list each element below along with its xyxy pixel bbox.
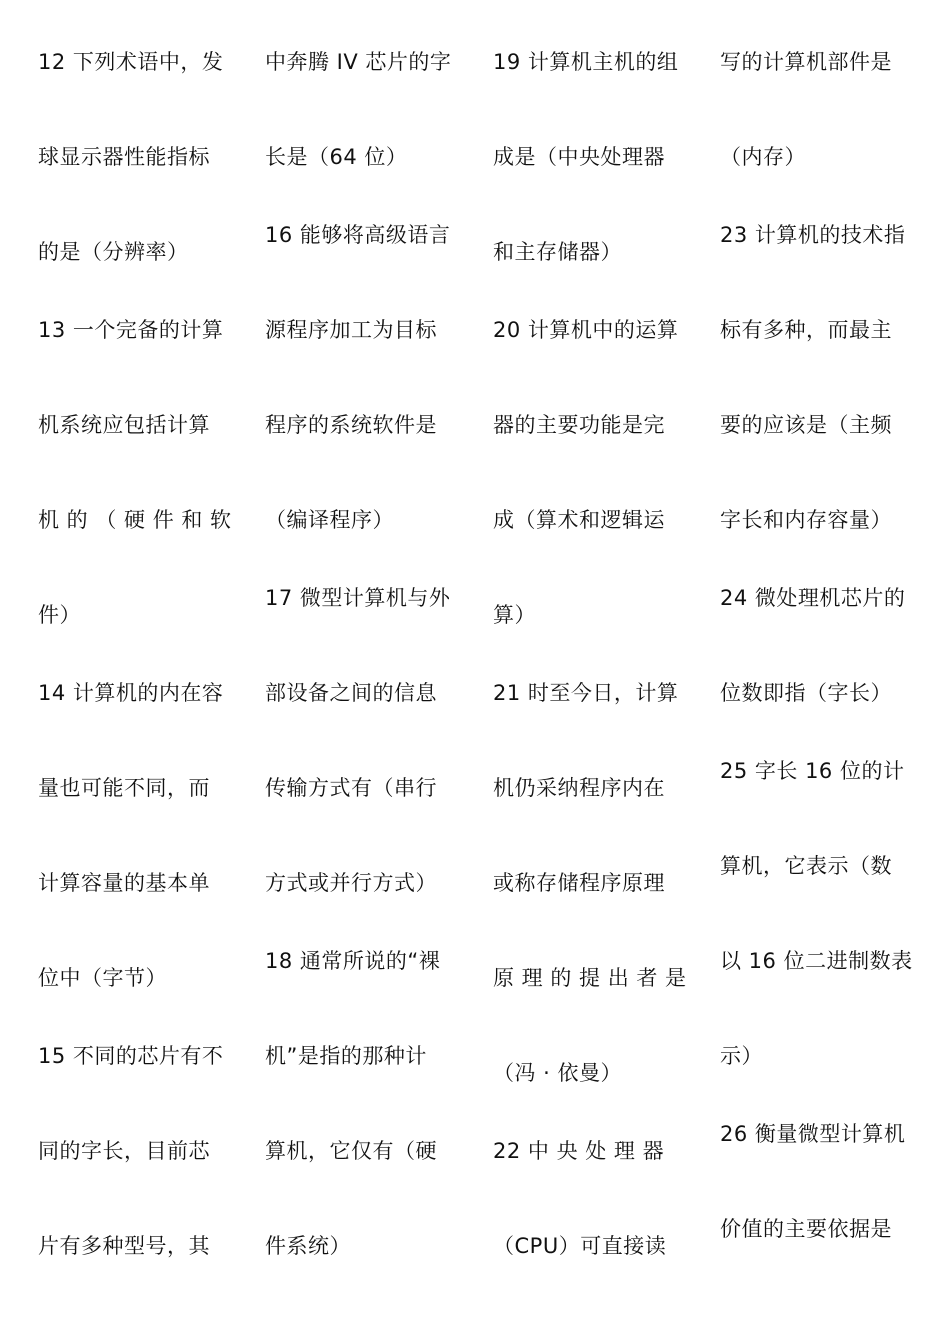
text-line: 机 的 （ 硬 件 和 软: [38, 508, 232, 532]
text-line: 13 一个完备的计算: [38, 318, 224, 342]
text-line: 21 时至今日，计算: [493, 681, 679, 705]
text-line: （冯 · 依曼）: [493, 1061, 623, 1085]
text-line: 机”是指的那种计: [265, 1044, 427, 1068]
text-line: 或称存储程序原理: [493, 871, 665, 895]
text-line: 球显示器性能指标: [38, 145, 210, 169]
text-line: 算机，它仅有（硬: [265, 1139, 437, 1163]
text-line: 17 微型计算机与外: [265, 586, 451, 610]
text-line: 字长和内存容量）: [720, 508, 892, 532]
text-line: 源程序加工为目标: [265, 318, 437, 342]
text-line: 机仍采纳程序内在: [493, 776, 665, 800]
text-line: 成（算术和逻辑运: [493, 508, 665, 532]
text-line: 24 微处理机芯片的: [720, 586, 906, 610]
text-line: 以 16 位二进制数表: [720, 949, 913, 973]
text-line: 18 通常所说的“裸: [265, 949, 441, 973]
text-line: （编译程序）: [265, 508, 394, 532]
text-line: （CPU）可直接读: [493, 1234, 667, 1258]
text-line: 程序的系统软件是: [265, 413, 437, 437]
text-line: （内存）: [720, 145, 806, 169]
text-line: 价值的主要依据是: [720, 1217, 892, 1241]
text-line: 器的主要功能是完: [493, 413, 665, 437]
text-line: 片有多种型号，其: [38, 1234, 210, 1258]
text-line: 中奔腾 IV 芯片的字: [265, 50, 452, 74]
text-line: 原 理 的 提 出 者 是: [493, 966, 687, 990]
text-line: 方式或并行方式）: [265, 871, 437, 895]
text-line: 23 计算机的技术指: [720, 223, 906, 247]
text-line: 位数即指（字长）: [720, 681, 892, 705]
text-line: 25 字长 16 位的计: [720, 759, 905, 783]
text-line: 位中（字节）: [38, 966, 167, 990]
text-line: 算）: [493, 603, 536, 627]
text-line: 成是（中央处理器: [493, 145, 665, 169]
text-line: 件）: [38, 603, 81, 627]
text-line: 件系统）: [265, 1234, 351, 1258]
text-line: 和主存储器）: [493, 240, 622, 264]
text-line: 同的字长，目前芯: [38, 1139, 210, 1163]
text-line: 写的计算机部件是: [720, 50, 892, 74]
text-line: 12 下列术语中，发: [38, 50, 224, 74]
text-line: 算机，它表示（数: [720, 854, 892, 878]
text-line: 16 能够将高级语言: [265, 223, 451, 247]
text-line: 26 衡量微型计算机: [720, 1122, 906, 1146]
text-line: 的是（分辨率）: [38, 240, 189, 264]
text-line: 22 中 央 处 理 器: [493, 1139, 665, 1163]
text-line: 15 不同的芯片有不: [38, 1044, 224, 1068]
text-line: 传输方式有（串行: [265, 776, 437, 800]
text-line: 量也可能不同，而: [38, 776, 210, 800]
text-line: 示）: [720, 1044, 763, 1068]
text-line: 20 计算机中的运算: [493, 318, 679, 342]
text-line: 19 计算机主机的组: [493, 50, 679, 74]
text-line: 计算容量的基本单: [38, 871, 210, 895]
text-line: 部设备之间的信息: [265, 681, 437, 705]
text-line: 机系统应包括计算: [38, 413, 210, 437]
text-line: 14 计算机的内在容: [38, 681, 224, 705]
text-line: 标有多种，而最主: [720, 318, 892, 342]
text-line: 要的应该是（主频: [720, 413, 892, 437]
text-line: 长是（64 位）: [265, 145, 408, 169]
